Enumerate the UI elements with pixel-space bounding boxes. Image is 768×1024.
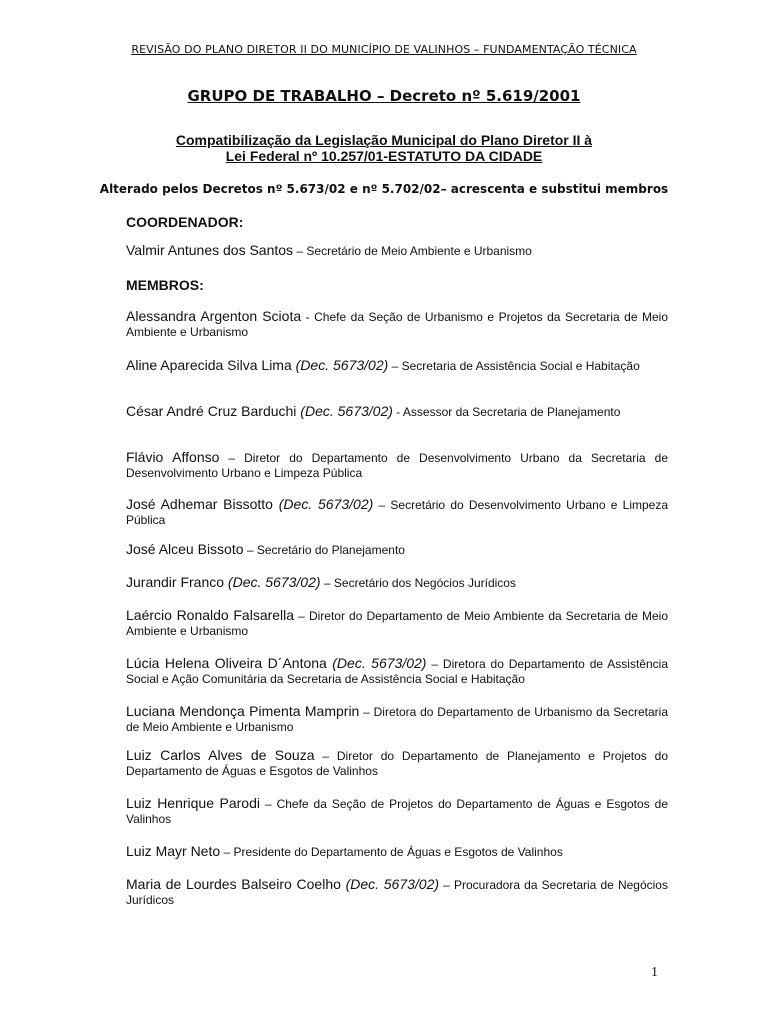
member-entry xyxy=(126,656,668,687)
member-role: – Diretor do Departamento de Meio Ambiente da Secretaria de Meio Ambiente e Urbanismo xyxy=(126,609,669,638)
member-entry xyxy=(126,309,668,340)
member-role: – Diretora do Departamento de Assistência Social e Ação Comunitária da Secretaria de Assistência Social e Habitação xyxy=(126,657,668,686)
member-name: Luiz Mayr Neto xyxy=(126,843,221,859)
member-name: Alessandra Argenton Sciota xyxy=(126,308,302,324)
member-role: – Procuradora da Secretaria de Negócios Jurídicos xyxy=(126,878,668,907)
member-entry xyxy=(126,575,668,591)
members-heading: MEMBROS: xyxy=(126,277,204,293)
member-entry xyxy=(126,497,668,528)
member-name: Luiz Henrique Parodi xyxy=(126,795,260,811)
member-decree: (Dec. 5673/02) xyxy=(291,357,389,373)
member-name: Luiz Carlos Alves de Souza xyxy=(126,747,315,763)
coordinator-name: Valmir Antunes dos Santos xyxy=(126,242,294,258)
member-entry xyxy=(126,796,668,827)
member-name: José Adhemar Bissotto xyxy=(126,496,273,512)
member-name: Luciana Mendonça Pimenta Mamprin xyxy=(126,703,360,719)
member-entry xyxy=(126,877,668,908)
member-role: - Assessor da Secretaria de Planejamento xyxy=(392,405,621,419)
subtitle-line-2: Lei Federal nº 10.257/01-ESTATUTO DA CIDADE xyxy=(225,148,543,164)
member-entry xyxy=(126,358,668,374)
member-entry xyxy=(126,542,668,558)
member-decree: (Dec. 5673/02) xyxy=(296,403,393,419)
member-decree: (Dec. 5673/02) xyxy=(224,574,321,590)
member-entry xyxy=(126,404,668,420)
running-header: REVISÃO DO PLANO DIRETOR II DO MUNICÍPIO DE VALINHOS – FUNDAMENTAÇÃO TÉCNICA xyxy=(131,43,637,56)
member-entry xyxy=(126,844,668,860)
member-decree: (Dec. 5673/02) xyxy=(340,876,440,892)
member-role: – Secretaria de Assistência Social e Habitação xyxy=(388,359,640,373)
member-name: Maria de Lourdes Balseiro Coelho xyxy=(126,876,341,892)
member-role: – Chefe da Seção de Projetos do Departamento de Águas e Esgotos de Valinhos xyxy=(126,797,668,826)
amendment-note: Alterado pelos Decretos nº 5.673/02 e nº 5.702/02– acrescenta e substitui membros xyxy=(99,182,669,196)
member-name: Flávio Affonso xyxy=(126,449,220,465)
member-entry xyxy=(126,704,668,735)
subtitle-line-1: Compatibilização da Legislação Municipal do Plano Diretor II à xyxy=(175,132,593,148)
member-role: – Secretário dos Negócios Jurídicos xyxy=(320,576,516,590)
member-name: Aline Aparecida Silva Lima xyxy=(126,357,292,373)
member-role: – Presidente do Departamento de Águas e Esgotos de Valinhos xyxy=(220,845,563,859)
member-entry xyxy=(126,450,668,481)
coordinator-heading: COORDENADOR: xyxy=(126,214,244,230)
member-decree: (Dec. 5673/02) xyxy=(326,655,427,671)
member-role: – Diretor do Departamento de Desenvolvimento Urbano da Secretaria de Desenvolvimento Urbano e Limpeza Pública xyxy=(126,451,668,480)
page-number: 1 xyxy=(651,965,658,980)
member-name: César André Cruz Barduchi xyxy=(126,403,297,419)
member-role: – Secretário do Planejamento xyxy=(243,543,405,557)
member-name: Lúcia Helena Oliveira D´Antona xyxy=(126,655,327,671)
member-decree: (Dec. 5673/02) xyxy=(272,496,374,512)
member-role: – Diretora do Departamento de Urbanismo da Secretaria de Meio Ambiente e Urbanismo xyxy=(126,705,668,734)
member-role: – Secretário do Desenvolvimento Urbano e Limpeza Pública xyxy=(126,498,669,527)
coordinator-role: – Secretário de Meio Ambiente e Urbanismo xyxy=(293,244,532,258)
member-entry xyxy=(126,748,668,779)
document-subtitle xyxy=(0,132,768,164)
member-name: José Alceu Bissoto xyxy=(126,541,244,557)
document-title: GRUPO DE TRABALHO – Decreto nº 5.619/2001 xyxy=(187,87,581,105)
member-name: Laércio Ronaldo Falsarella xyxy=(126,607,295,623)
coordinator-entry xyxy=(126,243,668,259)
member-role: – Diretor do Departamento de Planejamento e Projetos do Departamento de Águas e Esgotos de Valinhos xyxy=(126,749,668,778)
member-name: Jurandir Franco xyxy=(126,574,225,590)
member-role: - Chefe da Seção de Urbanismo e Projetos da Secretaria de Meio Ambiente e Urbanismo xyxy=(126,310,669,339)
member-entry xyxy=(126,608,668,639)
